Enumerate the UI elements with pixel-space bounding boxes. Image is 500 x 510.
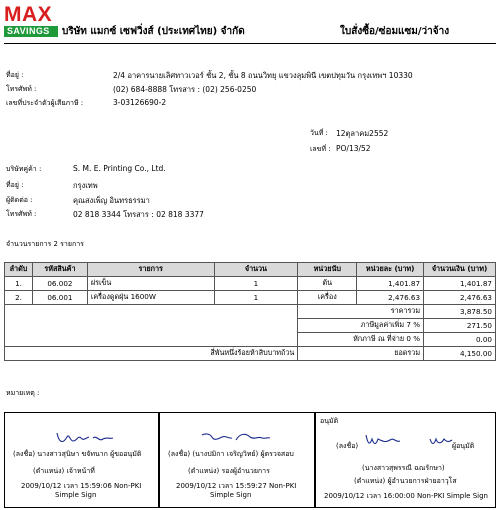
vendor-contact-label: ผู้ติดต่อ :	[6, 196, 33, 204]
items-table	[4, 262, 496, 361]
requester-signature-image	[55, 429, 115, 447]
signature-box-requester	[4, 412, 159, 508]
row-unit: ต้น	[298, 277, 357, 291]
requester-name-line: (ลงชื่อ) นางสาวสุนิษา ขจัทนาก ผู้ขออนุมัติ	[13, 450, 142, 458]
withholding-row	[5, 333, 496, 347]
vendor-contact-value: คุณสงเพ็ญ อินทรธรรมา	[73, 196, 150, 205]
row-unit-price: 1,401.87	[357, 277, 424, 291]
reviewer-name-line: (ลงชื่อ) (นางปมิกา เจริญวิทย์) ผู้ตรวจสอบ	[168, 450, 294, 458]
vendor-address-value: กรุงเทพ	[73, 181, 98, 190]
col-header-code: รหัสสินค้า	[32, 263, 87, 277]
subtotal-value: 3,878.50	[424, 305, 496, 319]
amount-in-words: สี่พันหนึ่งร้อยห้าสิบบาทถ้วน	[5, 347, 298, 361]
vendor-company-value: S. M. E. Printing Co., Ltd.	[73, 164, 166, 173]
col-header-amount: จำนวนเงิน (บาท)	[424, 263, 496, 277]
row-unit-price: 2,476.63	[357, 291, 424, 305]
row-description: เครื่องดูดฝุ่น 1600W	[87, 291, 214, 305]
vat-value: 271.50	[424, 319, 496, 333]
po-number-value: PO/13/52	[336, 144, 371, 153]
tax-id-value: 3-03126690-2	[113, 98, 167, 107]
date-value: 12ตุลาคม2552	[336, 129, 389, 138]
remarks-label: หมายเหตุ :	[6, 389, 40, 397]
col-header-unit-price: หน่วยละ (บาท)	[357, 263, 424, 277]
table-row	[5, 277, 496, 291]
address-value: 2/4 อาคารนายเลิศทาวเวอร์ ชั้น 2, ชั้น 8 ถนนวิทยุ แขวงลุมพินี เขตปทุมวัน กรุงเทพฯ 10330	[113, 71, 413, 80]
reviewer-sign-type: Simple Sign	[210, 491, 252, 499]
header-divider	[4, 43, 496, 44]
approve-label: อนุมัติ	[320, 417, 339, 425]
approver-name-line: (นางสาวสุพรรณี ฉณรักษา)	[362, 464, 445, 472]
subtotal-row	[5, 305, 496, 319]
item-count-text: จำนวนรายการ 2 รายการ	[6, 240, 84, 248]
tax-id-label: เลขที่ประจำตัวผู้เสียภาษี :	[6, 99, 84, 107]
row-amount: 2,476.63	[424, 291, 496, 305]
requester-timestamp: 2009/10/12 เวลา 15:59:06 Non-PKI	[21, 482, 142, 490]
col-header-description: รายการ	[87, 263, 214, 277]
grand-total-label: ยอดรวม	[298, 347, 424, 361]
row-amount: 1,401.87	[424, 277, 496, 291]
address-label: ที่อยู่ :	[6, 71, 24, 79]
requester-sign-type: Simple Sign	[55, 491, 97, 499]
row-description: ฝรเข็น	[87, 277, 214, 291]
total-row	[5, 347, 496, 361]
date-label: วันที่ :	[310, 129, 328, 137]
signature-box-approver	[315, 412, 496, 508]
reviewer-position-line: (ตำแหน่ง) รองผู้อำนวยการ	[188, 467, 270, 475]
col-header-qty: จำนวน	[214, 263, 298, 277]
reviewer-signature-image	[200, 429, 272, 447]
vendor-address-label: ที่อยู่ :	[6, 181, 24, 189]
row-code: 06.001	[32, 291, 87, 305]
logo-max-text: MAX	[4, 3, 53, 26]
approver-signature-image	[364, 431, 462, 451]
approver-sign-prefix: (ลงชื่อ)	[336, 442, 359, 450]
table-row	[5, 291, 496, 305]
withholding-value: 0.00	[424, 333, 496, 347]
vat-label: ภาษีมูลค่าเพิ่ม 7 %	[298, 319, 424, 333]
phone-label: โทรศัพท์ :	[6, 85, 37, 93]
vendor-phone-label: โทรศัพท์ :	[6, 210, 37, 218]
col-header-seq: ลำดับ	[5, 263, 33, 277]
row-code: 06.002	[32, 277, 87, 291]
table-header-row	[5, 263, 496, 277]
row-seq: 2.	[5, 291, 33, 305]
vendor-phone-value: 02 818 3344 โทรสาร : 02 818 3377	[73, 210, 204, 219]
vendor-company-label: บริษัทคู่ค้า :	[6, 165, 42, 173]
withholding-label: หักภาษี ณ ที่จ่าย 0 %	[298, 333, 424, 347]
reviewer-timestamp: 2009/10/12 เวลา 15:59:27 Non-PKI	[176, 482, 297, 490]
phone-value: (02) 684-8888 โทรสาร : (02) 256-0250	[113, 85, 257, 94]
col-header-unit: หน่วยนับ	[298, 263, 357, 277]
signature-box-reviewer	[159, 412, 315, 508]
max-savings-logo	[4, 4, 58, 40]
vat-row	[5, 319, 496, 333]
grand-total-value: 4,150.00	[424, 347, 496, 361]
subtotal-label: ราคารวม	[298, 305, 424, 319]
approver-position-line: (ตำแหน่ง) ผู้อำนวยการฝ่ายอาวุโส	[354, 477, 457, 485]
row-seq: 1.	[5, 277, 33, 291]
po-number-label: เลขที่ :	[310, 145, 331, 153]
row-unit: เครื่อง	[298, 291, 357, 305]
row-qty: 1	[214, 291, 298, 305]
approver-sign-suffix: ผู้อนุมัติ	[452, 442, 475, 450]
company-name: บริษัท แมกซ์ เซฟวิ่งส์ (ประเทศไทย) จำกัด	[62, 26, 245, 37]
approver-timestamp: 2009/10/12 เวลา 16:00:00 Non-PKI Simple Sign	[324, 492, 488, 500]
requester-position-line: (ตำแหน่ง) เจ้าหน้าที่	[33, 467, 95, 475]
document-title: ใบสั่งซื้อ/ซ่อมแซม/ว่าจ้าง	[340, 26, 450, 37]
row-qty: 1	[214, 277, 298, 291]
logo-savings-text: SAVINGS	[4, 26, 58, 37]
